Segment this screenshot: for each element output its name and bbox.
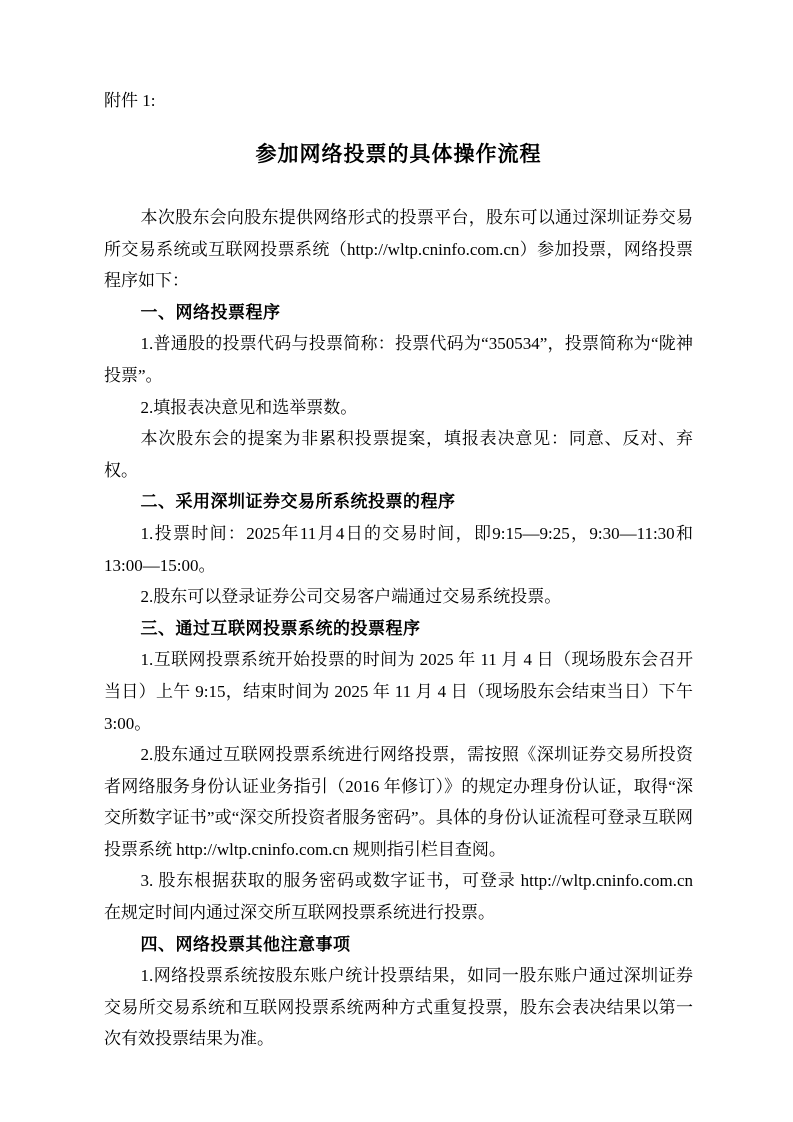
body-paragraph: 本次股东会的提案为非累积投票提案，填报表决意见：同意、反对、弃权。 xyxy=(104,429,693,480)
body-paragraph: 本次股东会向股东提供网络形式的投票平台，股东可以通过深圳证券交易所交易系统或互联网投票系统（http://wltp.cninfo.com.cn）参加投票，网络投票程序如下： xyxy=(104,208,693,291)
document-title: 参加网络投票的具体操作流程 xyxy=(255,143,542,166)
body-paragraph: 1.普通股的投票代码与投票简称：投票代码为“350534”，投票简称为“陇神投票”。 xyxy=(104,334,693,385)
body-paragraph: 1.投票时间：2025年11月4日的交易时间，即9:15—9:25，9:30—11:30和13:00—15:00。 xyxy=(104,523,693,575)
body-paragraph: 2.股东可以登录证券公司交易客户端通过交易系统投票。 xyxy=(140,587,562,607)
body-paragraph: 2.股东通过互联网投票系统进行网络投票，需按照《深圳证券交易所投资者网络服务身份认证业务指引（2016 年修订）》的规定办理身份认证，取得“深交所数字证书”或“深交所投资者服务密码”。具体的身份认证流程可登录互联网投票系统 http://wltp.cninfo.com.cn 规则指引栏目查阅。 xyxy=(104,745,693,859)
section-heading: 二、采用深圳证券交易所系统投票的程序 xyxy=(140,492,456,512)
body-paragraph: 2.填报表决意见和选举票数。 xyxy=(140,397,358,417)
section-heading: 四、网络投票其他注意事项 xyxy=(140,934,351,954)
attachment-label: 附件 1: xyxy=(104,91,156,110)
body-paragraph: 3. 股东根据获取的服务密码或数字证书，可登录 http://wltp.cninfo.com.cn 在规定时间内通过深交所互联网投票系统进行投票。 xyxy=(104,871,693,923)
document-body xyxy=(104,202,693,1055)
section-heading: 一、网络投票程序 xyxy=(140,302,281,322)
body-paragraph: 1.互联网投票系统开始投票的时间为 2025 年 11 月 4 日（现场股东会召开当日）上午 9:15，结束时间为 2025 年 11 月 4 日（现场股东会结束当日）下午 3:00。 xyxy=(104,650,693,733)
section-heading: 三、通过互联网投票系统的投票程序 xyxy=(140,618,421,638)
body-paragraph: 1.网络投票系统按股东账户统计投票结果，如同一股东账户通过深圳证券交易所交易系统和互联网投票系统两种方式重复投票，股东会表决结果以第一次有效投票结果为准。 xyxy=(104,966,693,1049)
